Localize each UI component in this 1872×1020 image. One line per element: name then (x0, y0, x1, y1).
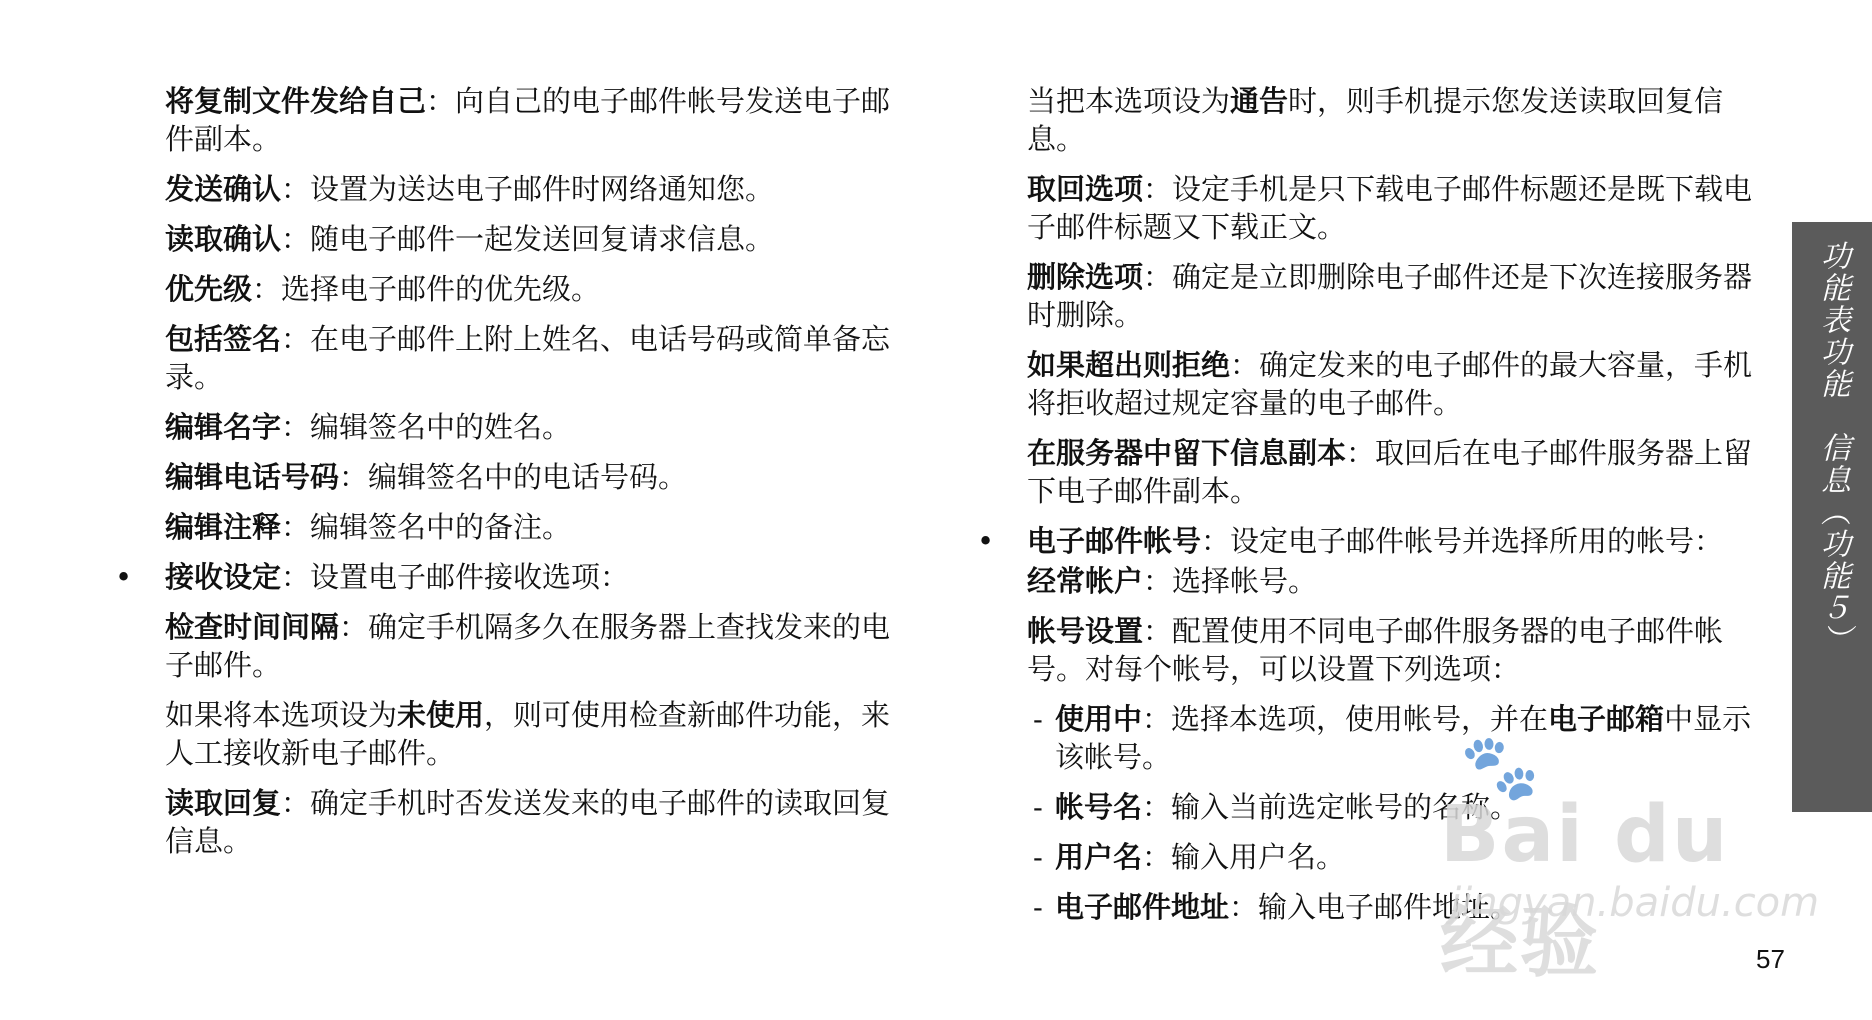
dash-item-account-name (1027, 788, 1762, 826)
separator: ： (1143, 260, 1173, 294)
separator: ： (281, 410, 311, 444)
description-text: 确定是立即删除电子邮件还是下次连接服务器时删除。 (1027, 260, 1753, 332)
description-text: 设置为送达电子邮件时网络通知您。 (310, 172, 775, 206)
description-text: 配置使用不同电子邮件服务器的电子邮件帐号。对每个帐号，可以设置下列选项： (1027, 614, 1724, 686)
paragraph-check-interval (165, 608, 905, 684)
dash-icon: - (1033, 702, 1043, 736)
separator: ： (339, 610, 369, 644)
paragraph-edit-name (165, 408, 905, 446)
term-label: 在服务器中留下信息副本 (1027, 436, 1347, 470)
term-label: 包括签名 (165, 322, 282, 356)
description-text: 取回后在电子邮件服务器上留下电子邮件副本。 (1027, 436, 1753, 508)
term-label: 删除选项 (1027, 260, 1144, 294)
dash-item-email-address (1027, 888, 1762, 926)
description-text: 时，则手机提示您发送读取回复信息。 (1027, 84, 1724, 156)
description-text: 在电子邮件上附上姓名、电话号码或简单备忘录。 (165, 322, 891, 394)
separator: ： (1143, 564, 1173, 598)
paragraph-delivery-confirm (165, 170, 905, 208)
separator: ： (281, 322, 311, 356)
description-text: 选择本选项，使用帐号，并在 (1171, 702, 1549, 736)
term-label: 编辑注释 (165, 510, 282, 544)
paw-icon: 🐾 (1460, 731, 1540, 805)
term-label: 读取回复 (165, 786, 282, 820)
separator: ： (339, 460, 369, 494)
description-text: 确定发来的电子邮件的最大容量，手机将拒收超过规定容量的电子邮件。 (1027, 348, 1753, 420)
paragraph-edit-phone (165, 458, 905, 496)
separator: ： (1142, 702, 1172, 736)
description-text: 设定电子邮件帐号并选择所用的帐号： (1230, 524, 1724, 558)
watermark-logo-text: Bai du 经验 (1440, 790, 1730, 988)
paragraph-include-signature (165, 320, 905, 396)
term-label: 未使用 (397, 698, 485, 732)
term-label-inline: 电子邮箱 (1548, 702, 1665, 736)
paragraph-notify-note (1027, 82, 1762, 158)
description-text: ，则可使用检查新邮件功能，来人工接收新电子邮件。 (165, 698, 891, 770)
dash-icon: - (1033, 790, 1043, 824)
paragraph-retrieve-options (1027, 170, 1762, 246)
description-text: 输入用户名。 (1171, 840, 1346, 874)
term-label: 使用中 (1055, 702, 1143, 736)
description-text: 随电子邮件一起发送回复请求信息。 (310, 222, 775, 256)
separator: ： (1346, 436, 1376, 470)
right-column (977, 82, 1762, 938)
separator: ： (1142, 840, 1172, 874)
term-label: 取回选项 (1027, 172, 1144, 206)
description-text: 选择电子邮件的优先级。 (281, 272, 601, 306)
separator: ： (281, 222, 311, 256)
separator: ： (1201, 524, 1231, 558)
description-text: 输入电子邮件地址。 (1258, 890, 1520, 924)
paragraph-account-settings (1027, 612, 1762, 688)
side-chapter-tab (1792, 222, 1872, 812)
description-text: 编辑签名中的备注。 (310, 510, 572, 544)
page-number: 57 (1756, 944, 1785, 974)
separator: ： (281, 510, 311, 544)
separator: ： (281, 786, 311, 820)
separator: ： (281, 560, 311, 594)
description-text: 向自己的电子邮件帐号发送电子邮件副本。 (165, 84, 891, 156)
term-label: 编辑名字 (165, 410, 282, 444)
paragraph-send-copy-to-self (165, 82, 905, 158)
paragraph-receive-settings (115, 558, 905, 596)
description-text: 设定手机是只下载电子邮件标题还是既下载电子邮件标题又下载正文。 (1027, 172, 1753, 244)
description-text: 编辑签名中的姓名。 (310, 410, 572, 444)
term-label: 电子邮件地址 (1055, 890, 1230, 924)
lead-text: 如果将本选项设为 (165, 698, 398, 732)
separator: ： (252, 272, 282, 306)
separator: ： (1143, 172, 1173, 206)
paragraph-delete-options (1027, 258, 1762, 334)
term-label: 帐号名 (1055, 790, 1143, 824)
term-label: 读取确认 (165, 222, 282, 256)
term-label: 如果超出则拒绝 (1027, 348, 1231, 382)
paragraph-email-account (977, 522, 1762, 560)
separator: ： (1143, 614, 1173, 648)
term-label: 检查时间间隔 (165, 610, 340, 644)
term-label: 优先级 (165, 272, 253, 306)
separator: ： (281, 172, 311, 206)
paragraph-leave-copy-on-server (1027, 434, 1762, 510)
description-text: 确定手机时否发送发来的电子邮件的读取回复信息。 (165, 786, 891, 858)
paragraph-frequent-account (1027, 562, 1762, 600)
lead-text: 当把本选项设为 (1027, 84, 1231, 118)
term-label: 编辑电话号码 (165, 460, 340, 494)
term-label: 电子邮件帐号 (1027, 524, 1202, 558)
description-text: 输入当前选定帐号的名称。 (1171, 790, 1520, 824)
description-text: 设置电子邮件接收选项： (310, 560, 630, 594)
paragraph-priority (165, 270, 905, 308)
separator: ： (1142, 790, 1172, 824)
dash-item-in-use (1027, 700, 1762, 776)
description-text: 选择帐号。 (1172, 564, 1318, 598)
term-label: 发送确认 (165, 172, 282, 206)
paragraph-not-used-note (165, 696, 905, 772)
side-chapter-title: 功能表功能 信息（功能５） (1815, 240, 1850, 656)
term-label: 帐号设置 (1027, 614, 1144, 648)
bullet-icon: • (977, 524, 995, 558)
term-label: 通告 (1230, 84, 1289, 118)
description-text-tail: 中显示该帐号。 (1055, 702, 1752, 774)
term-label: 用户名 (1055, 840, 1143, 874)
dash-icon: - (1033, 840, 1043, 874)
paragraph-read-reply (165, 784, 905, 860)
dash-icon: - (1033, 890, 1043, 924)
paragraph-read-confirm (165, 220, 905, 258)
paragraph-reject-if-exceeds (1027, 346, 1762, 422)
paragraph-edit-note (165, 508, 905, 546)
dash-item-user-name (1027, 838, 1762, 876)
term-label: 接收设定 (165, 560, 282, 594)
bullet-icon: • (115, 560, 133, 594)
separator: ： (1229, 890, 1259, 924)
separator: ： (1230, 348, 1260, 382)
separator: ： (426, 84, 456, 118)
watermark-url: jingyan.baidu.com (1450, 880, 1820, 926)
description-text: 编辑签名中的电话号码。 (368, 460, 688, 494)
left-column (115, 82, 905, 872)
description-text: 确定手机隔多久在服务器上查找发来的电子邮件。 (165, 610, 891, 682)
term-label: 经常帐户 (1027, 564, 1144, 598)
term-label: 将复制文件发给自己 (165, 84, 427, 118)
